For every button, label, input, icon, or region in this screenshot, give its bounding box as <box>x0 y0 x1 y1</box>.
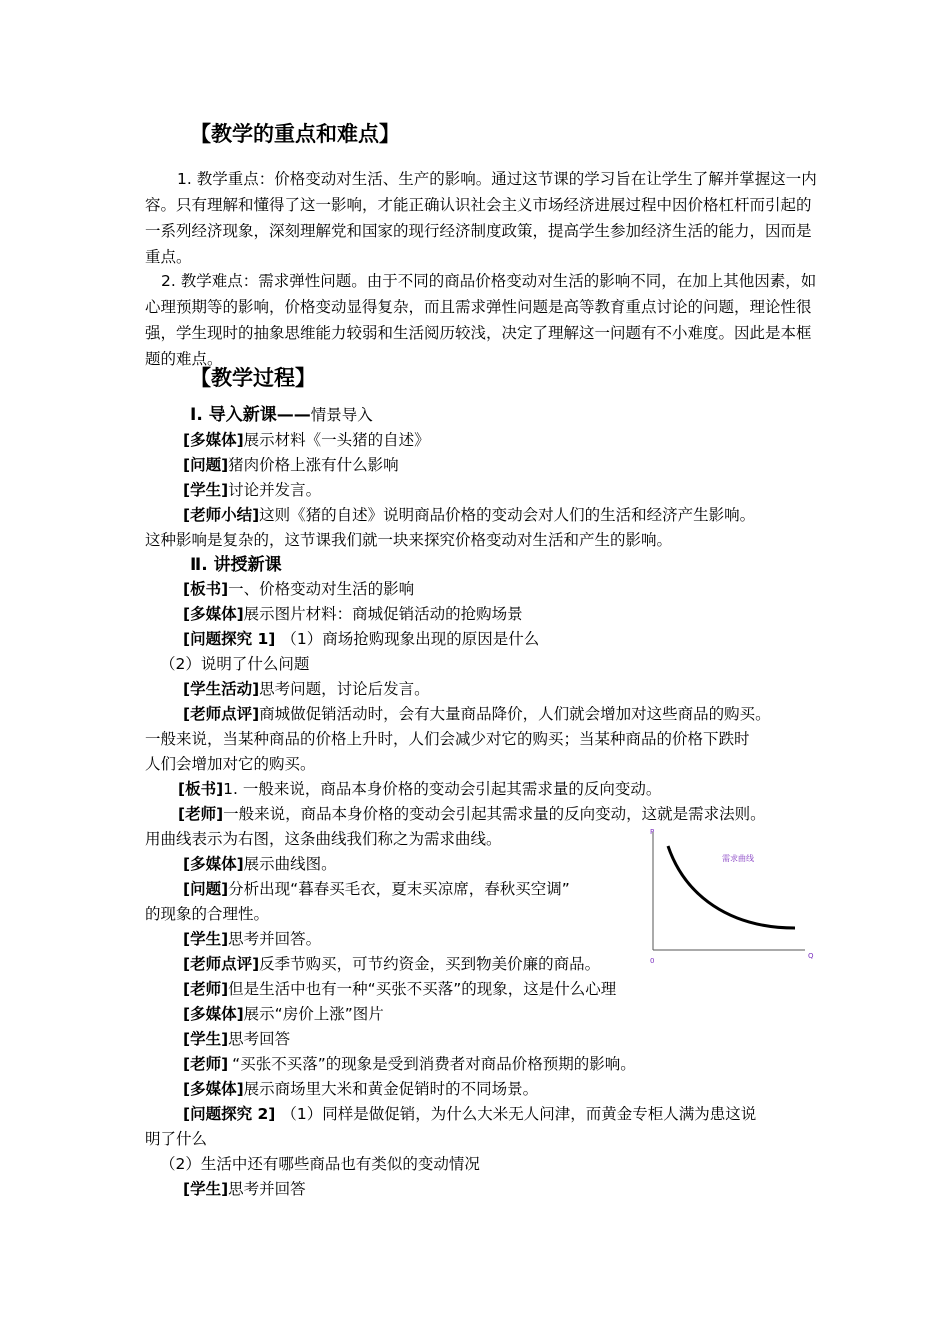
line-multimedia-1 <box>183 428 430 453</box>
tag-label: [老师小结] <box>183 506 260 524</box>
line-multimedia-5 <box>183 1077 538 1102</box>
line-text: 分析出现“暮春买毛衣，夏末买凉席，春秋买空调” <box>228 880 570 898</box>
tag-label: [老师] <box>183 1055 229 1073</box>
section-intro-subtitle: 情景导入 <box>310 406 373 424</box>
line-question-2 <box>183 877 570 902</box>
line-text: （1）商场抢购现象出现的原因是什么 <box>281 630 540 648</box>
line-text: 展示曲线图。 <box>243 855 337 873</box>
line-inquiry-1-q2: （2）说明了什么问题 <box>160 655 310 673</box>
line-text: 一般来说，商品本身价格的变动会引起其需求量的反向变动，这就是需求法则。 <box>223 805 766 823</box>
line-text: 思考问题，讨论后发言。 <box>259 680 430 698</box>
line-teacher-3 <box>183 1052 636 1077</box>
line-inquiry-2-q2: （2）生活中还有哪些商品也有类似的变动情况 <box>160 1155 480 1173</box>
line-teacher-1-cont: 用曲线表示为右图，这条曲线我们称之为需求曲线。 <box>145 830 502 848</box>
line-text: 反季节购买，可节约资金，买到物美价廉的商品。 <box>259 955 601 973</box>
line-text: 一、价格变动对生活的影响 <box>228 580 415 598</box>
line-teacher-comment-1 <box>183 702 771 727</box>
line-inquiry-2 <box>183 1102 756 1127</box>
section-new-lesson: Ⅱ. 讲授新课 <box>190 555 282 575</box>
section-intro-title: Ⅰ. 导入新课—— <box>190 405 311 425</box>
line-text: 思考并回答。 <box>228 930 322 948</box>
tag-label: [老师点评] <box>183 955 260 973</box>
line-board-1 <box>183 577 414 602</box>
key-point-paragraph: 1. 教学重点：价格变动对生活、生产的影响。通过这节课的学习旨在让学生了解并掌握这一内容。只有理解和懂得了这一影响，才能正确认识社会主义市场经济进展过程中因价格杠杆而引起的一系列经济现象，深刻理解党和国家的现行经济制度政策，提高学生参加经济生活的能力，因而是重点。 <box>145 170 817 266</box>
line-student-4 <box>183 1177 306 1202</box>
tag-label: [板书] <box>178 780 224 798</box>
tag-label: [老师] <box>183 980 229 998</box>
tag-label: [老师] <box>178 805 224 823</box>
line-question-1 <box>183 453 399 478</box>
line-text: 思考回答 <box>228 1030 291 1048</box>
line-teacher-1 <box>178 802 766 827</box>
tag-label: [学生活动] <box>183 680 260 698</box>
line-text: 展示图片材料：商城促销活动的抢购场景 <box>243 605 523 623</box>
line-text: 猪肉价格上涨有什么影响 <box>228 456 399 474</box>
line-teacher-comment-1-cont1: 一般来说，当某种商品的价格上升时，人们会减少对它的购买；当某种商品的价格下跌时 <box>145 730 750 748</box>
line-multimedia-2 <box>183 602 523 627</box>
line-teacher-summary-cont: 这种影响是复杂的，这节课我们就一块来探究价格变动对生活和产生的影响。 <box>145 531 673 549</box>
difficult-point-paragraph: 2. 教学难点：需求弹性问题。由于不同的商品价格变动对生活的影响不同，在加上其他因素，如心理预期等的影响，价格变动显得复杂，而且需求弹性问题是高等教育重点讨论的问题，理论性很强，学生现时的抽象思维能力较弱和生活阅历较浅，决定了理解这一问题有不小难度。因此是本框题的难点。 <box>145 272 817 368</box>
section-intro <box>190 403 373 427</box>
tag-label: [学生] <box>183 1180 229 1198</box>
line-teacher-2 <box>183 977 616 1002</box>
line-text: 展示商场里大米和黄金促销时的不同场景。 <box>243 1080 539 1098</box>
line-text: 但是生活中也有一种“买张不买落”的现象，这是什么心理 <box>228 980 617 998</box>
tag-label: [多媒体] <box>183 431 244 449</box>
heading-key-points: 【教学的重点和难点】 <box>190 122 400 146</box>
line-text: “买张不买落”的现象是受到消费者对商品价格预期的影响。 <box>232 1055 636 1073</box>
demand-curve-figure <box>640 826 820 966</box>
x-axis-label: Q <box>808 952 814 960</box>
line-text: 展示“房价上涨”图片 <box>243 1005 384 1023</box>
line-student-1 <box>183 478 321 503</box>
origin-label: 0 <box>650 957 655 965</box>
line-student-activity <box>183 677 430 702</box>
tag-label: [问题探究 1] <box>183 630 276 648</box>
line-text: （1）同样是做促销，为什么大米无人问津，而黄金专柜人满为患这说 <box>281 1105 757 1123</box>
tag-label: [多媒体] <box>183 1080 244 1098</box>
line-teacher-comment-2 <box>183 952 600 977</box>
line-text: 讨论并发言。 <box>228 481 322 499</box>
tag-label: [板书] <box>183 580 229 598</box>
line-teacher-comment-1-cont2: 人们会增加对它的购买。 <box>145 755 316 773</box>
tag-label: [学生] <box>183 930 229 948</box>
tag-label: [学生] <box>183 1030 229 1048</box>
line-inquiry-1 <box>183 627 539 652</box>
tag-label: [多媒体] <box>183 605 244 623</box>
line-question-2-cont: 的现象的合理性。 <box>145 905 270 923</box>
line-text: 思考并回答 <box>228 1180 306 1198</box>
line-text: 这则《猪的自述》说明商品价格的变动会对人们的生活和经济产生影响。 <box>259 506 756 524</box>
line-multimedia-3 <box>183 852 337 877</box>
line-text: 商城做促销活动时，会有大量商品降价，人们就会增加对这些商品的购买。 <box>259 705 771 723</box>
tag-label: [多媒体] <box>183 855 244 873</box>
line-text: 1. 一般来说，商品本身价格的变动会引起其需求量的反向变动。 <box>223 780 662 798</box>
tag-label: [问题] <box>183 880 229 898</box>
tag-label: [多媒体] <box>183 1005 244 1023</box>
line-teacher-summary <box>183 503 755 528</box>
curve-label: 需求曲线 <box>722 854 754 863</box>
line-student-3 <box>183 1027 290 1052</box>
tag-label: [问题探究 2] <box>183 1105 276 1123</box>
line-board-2 <box>178 777 661 802</box>
tag-label: [学生] <box>183 481 229 499</box>
heading-teaching-process: 【教学过程】 <box>190 366 316 390</box>
line-multimedia-4 <box>183 1002 384 1027</box>
line-text: 展示材料《一头猪的自述》 <box>243 431 430 449</box>
line-student-2 <box>183 927 321 952</box>
tag-label: [老师点评] <box>183 705 260 723</box>
y-axis-label: P <box>650 828 655 836</box>
line-inquiry-2-cont: 明了什么 <box>145 1130 208 1148</box>
tag-label: [问题] <box>183 456 229 474</box>
